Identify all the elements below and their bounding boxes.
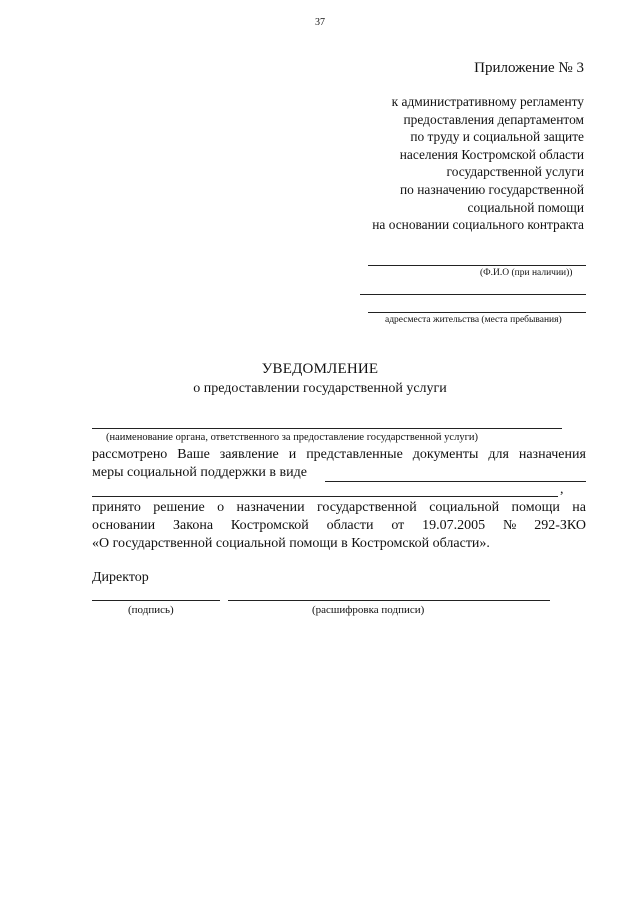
notice-subtitle: о предоставлении государственной услуги (193, 381, 447, 396)
regulation-line: к административному регламенту (391, 94, 584, 109)
word: заявление (219, 447, 279, 462)
word: основании (92, 518, 156, 533)
word: документы (412, 447, 479, 462)
organ-name-underline (92, 428, 562, 429)
word: помощи (511, 500, 560, 515)
word: принято (92, 500, 141, 515)
word: на (572, 500, 586, 515)
word: № (503, 518, 517, 533)
word: 19.07.2005 (422, 518, 486, 533)
address-underline-1 (360, 294, 586, 295)
regulation-line: на основании социального контракта (372, 217, 584, 233)
word: решение (153, 500, 205, 515)
word: назначения (518, 447, 586, 462)
regulation-line: государственной услуги (446, 164, 584, 180)
regulation-line: по труду и социальной защите (410, 129, 584, 145)
paragraph-2-line-1 (92, 500, 586, 516)
signature-caption: (подпись) (128, 604, 174, 616)
word: Закона (173, 518, 214, 533)
support-measure-underline-1 (325, 481, 586, 482)
word: для (488, 447, 509, 462)
notice-title: УВЕДОМЛЕНИЕ (261, 361, 379, 377)
organ-caption: (наименование органа, ответственного за предоставление государственной услуги) (106, 432, 478, 443)
signature-decode-underline (228, 600, 550, 601)
regulation-reference (372, 93, 584, 234)
fio-underline (368, 265, 586, 266)
director-label: Директор (92, 570, 149, 585)
word: и (288, 447, 297, 462)
signature-underline (92, 600, 220, 601)
paragraph-1-line-1 (92, 447, 586, 463)
regulation-line: социальной помощи (467, 199, 584, 215)
word: Ваше (177, 447, 210, 462)
address-underline-2 (368, 312, 586, 313)
word: 292-ЗКО (534, 518, 586, 533)
word: социальной (429, 500, 500, 515)
support-measure-underline-2 (92, 496, 558, 497)
word: Костромской (230, 518, 309, 533)
word: государственной (317, 500, 417, 515)
word: представленные (306, 447, 403, 462)
paragraph-2-line-3: «О государственной социальной помощи в Костромской области». (92, 536, 490, 551)
address-caption: адресместа жительства (места пребывания) (385, 315, 562, 325)
regulation-line: по назначению государственной (400, 181, 584, 197)
word: области (326, 518, 374, 533)
comma: , (560, 482, 564, 497)
word: от (391, 518, 405, 533)
word: рассмотрено (92, 447, 168, 462)
word: назначении (236, 500, 305, 515)
appendix-title: Приложение № 3 (474, 60, 584, 76)
word: о (217, 500, 225, 515)
signature-decode-caption: (расшифровка подписи) (312, 604, 425, 616)
regulation-line: населения Костромской области (399, 146, 584, 162)
paragraph-1-line-2: меры социальной поддержки в виде (92, 465, 307, 480)
fio-caption: (Ф.И.О (при наличии)) (480, 268, 573, 278)
regulation-line: предоставления департаментом (403, 111, 584, 127)
paragraph-2-line-2 (92, 518, 586, 534)
page-number: 37 (315, 17, 325, 28)
